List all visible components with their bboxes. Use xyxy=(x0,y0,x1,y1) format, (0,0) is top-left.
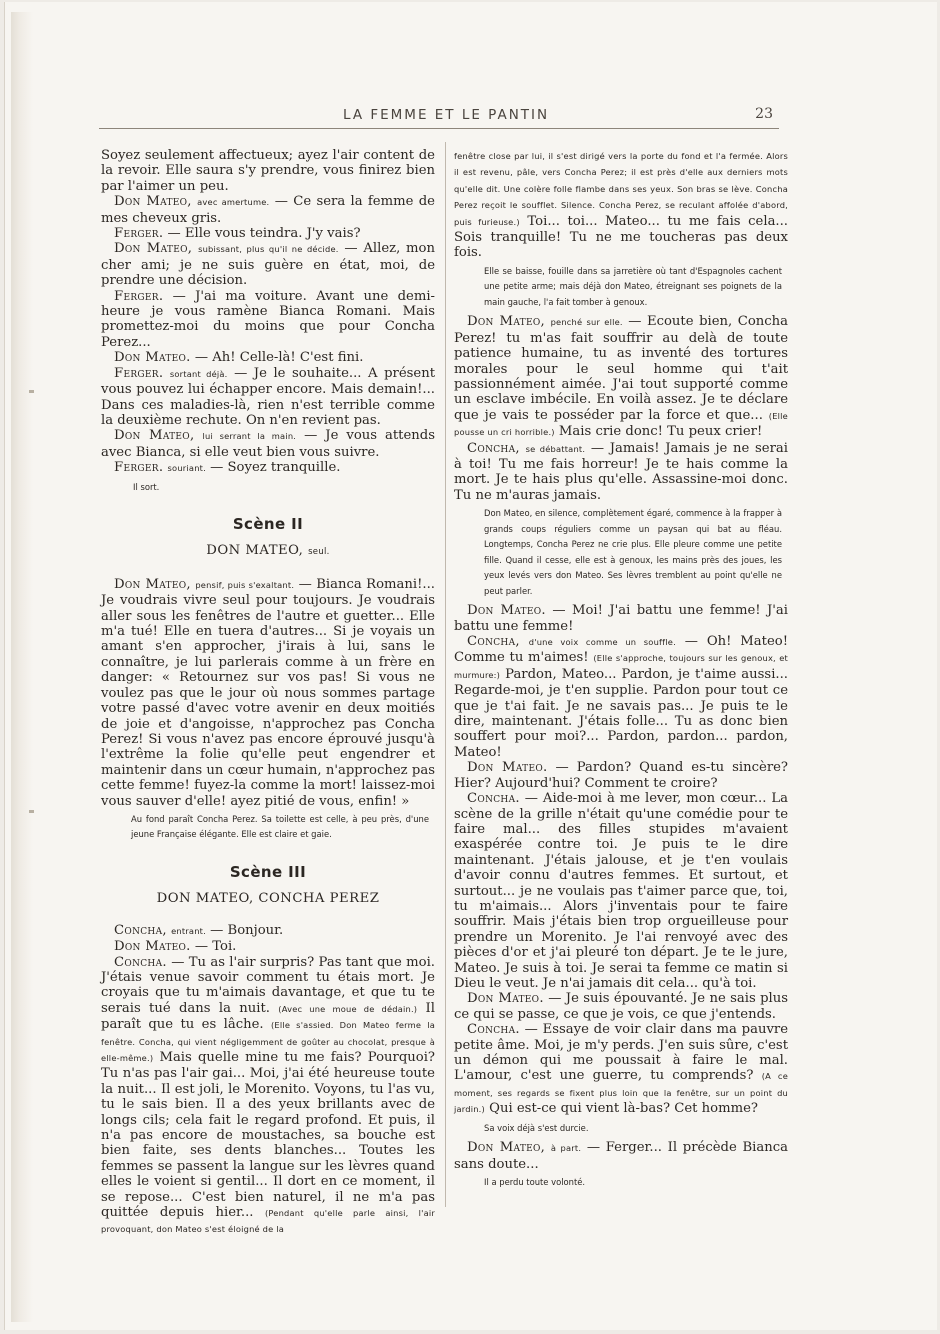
speaker: Concha, xyxy=(114,922,167,938)
scene-title: Scène III xyxy=(229,862,307,881)
speaker: Don Mateo. xyxy=(467,760,548,776)
stage-direction-inline: sortant déjà. xyxy=(169,368,228,379)
stage-direction-inline: souriant. xyxy=(167,463,206,474)
page-header xyxy=(99,106,779,129)
stage-direction: Don Mateo, en silence, complètement égaré, commence à la frapper à grands coups réguliers comme un paysan qui bat au fléau. Longtemps, Concha Perez ne crie plus. Elle pleure comme une petite fille. Quand il cesse, elle est à genoux, les mains près des joues, les yeux levés vers don Mateo. Ses lèvres tremblent au point qu'elle ne peut parler. xyxy=(484,508,782,596)
dialogue-line: Concha, entrant. — Bonjour. xyxy=(114,922,284,938)
dialogue-line: Don Mateo. — Toi. xyxy=(114,939,237,955)
speaker: Ferger. xyxy=(114,365,164,381)
stage-direction: Il sort. xyxy=(133,481,160,492)
right-column xyxy=(454,148,788,1194)
stage-direction-inline: d'une voix comme un souffle. xyxy=(528,637,676,648)
dialogue-line: Don Mateo. — Pardon? Quand es-tu sincère? Hier? Aujourd'hui? Comment te croire? xyxy=(454,760,789,791)
speaker: Ferger. xyxy=(114,288,164,304)
dialogue-line: Don Mateo, à part. — Ferger... Il précède Bianca sans doute... xyxy=(454,1140,788,1172)
dialogue-line: Don Mateo. — Moi! J'ai battu une femme! J'ai battu une femme! xyxy=(454,603,788,634)
stage-direction: Il a perdu toute volonté. xyxy=(484,1176,586,1187)
speaker: Concha. xyxy=(114,954,167,970)
dialogue-line: Ferger. sortant déjà. — Je le souhaite... A présent vous pouvez lui échapper encore. Mais demain!... Dans ces maladies-là, rien n'est terrible comme la deuxième rechute. On n'en revient pas. xyxy=(101,365,435,428)
stage-direction-inline: se débattant. xyxy=(525,443,586,454)
speaker: Concha, xyxy=(467,634,520,650)
scene-title: Scène II xyxy=(232,515,304,534)
dialogue-line: Don Mateo, penché sur elle. — Ecoute bien, Concha Perez! tu m'as fait souffrir au delà de toute patience humaine, tu as inventé des tortures morales pour le seul homme qui t'ait passionnément aimée. J'ai tout supporté comme un esclave imbécile. En voilà assez. Je te déclare que je vais te posséder par la force et que... (Elle pousse un cri horrible.) Mais crie donc! Tu peux crier! xyxy=(454,314,789,440)
stage-direction-inline: lui serrant la main. xyxy=(202,431,297,442)
stage-direction-inline: (Elle pousse un cri horrible.) xyxy=(454,410,788,438)
speaker: Don Mateo. xyxy=(114,939,191,955)
speaker: Ferger. xyxy=(114,460,164,476)
dialogue-line: Concha. — Essaye de voir clair dans ma pauvre petite âme. Moi, je m'y perds. J'en suis sûre, c'est un démon qui me poussait à faire le mal. L'amour, c'est une guerre, tu comprends? (A ce moment, ses regards se fixent plus loin que la fenêtre, sur un point du jardin.) Qui est-ce qui vient là-bas? Cet homme? xyxy=(454,1022,788,1117)
stage-direction: Sa voix déjà s'est durcie. xyxy=(484,1122,589,1133)
margin-mark xyxy=(29,390,34,393)
monologue: Don Mateo, pensif, puis s'exaltant. — Bianca Romani!... Je voudrais vivre seul pour toujours. Je voudrais aller sous les fenêtres de l'autre et guetter... Elle m'a tué! Elle en tuera d'autres... Si je voyais un amant s'en approcher, j'irais à lui, sans le connaître, je lui parlerais comme à un frère en danger: « Retournez sur vos pas! Si vous ne voulez pas que le jour où nous sommes partage votre passé d'avec votre avenir en deux moitiés de joie et d'angoisse, n'approchez pas Concha Perez! Si vous n'avez pas encore éprouvé jusqu'à l'extrême la folie qu'elle peut engendrer et maintenir dans un cœur humain, n'approchez pas cette femme! fuyez-la comme la mort! laissez-moi vous sauver d'elle! ayez pitié de vous, enfin! » xyxy=(101,576,435,809)
running-title: LA FEMME ET LE PANTIN xyxy=(343,107,550,123)
page-sheet xyxy=(4,2,937,1330)
stage-direction-inline: entrant. xyxy=(171,925,206,936)
scene-cast: DON MATEO, seul. xyxy=(206,543,330,559)
dialogue-line: Concha, d'une voix comme un souffle. — Oh! Mateo! Comme tu m'aimes! (Elle s'approche, toujours sur les genoux, et murmure:) Pardon, Mateo... Pardon, je t'aime aussi... Regarde-moi, je t'en supplie. Pardon pour tout ce que je t'ai fait. Je ne savais pas... Je puis te le dire, maintenant. J'étais folle... Tu as donc bien souffert pour moi?... Pardon, pardon... pardon, Mateo! xyxy=(454,634,789,760)
speaker: Concha. xyxy=(467,1022,520,1038)
dialogue-line: Ferger. souriant. — Soyez tranquille. xyxy=(114,460,341,476)
binding-shadow xyxy=(11,12,33,1322)
stage-direction-inline: (Elle s'assied. Don Mateo ferme la fenêtre. Concha, qui vient négligemment de goûter au chocolat, presque à elle-même.) xyxy=(101,1020,435,1063)
speaker: Don Mateo, xyxy=(114,241,193,257)
stage-direction: Elle se baisse, fouille dans sa jarretière où tant d'Espagnoles cachent une petite arme; mais déjà don Mateo, étreignant ses poignets de la main gauche, l'a fait tomber à genoux. xyxy=(484,265,782,307)
stage-direction-inline: fenêtre close par lui, il s'est dirigé vers la porte du fond et l'a fermée. Alors il est revenu, pâle, vers Concha Perez; il est près d'elle aux derniers mots qu'elle dit. Une colère folle flambe dans ses yeux. Son bras se lève. Concha Perez reçoit le soufflet. Silence. Concha Perez, se reculant affolée d'abord, puis furieuse.) xyxy=(454,151,788,227)
dialogue-line: Don Mateo. — Je suis épouvanté. Je ne sais plus ce qui se passe, ce que je vois, ce que j'entends. xyxy=(454,991,789,1022)
stage-direction-inline: (Pendant qu'elle parle ainsi, l'air provoquant, don Mateo s'est éloigné de la xyxy=(101,1208,435,1235)
dialogue-line: Ferger. — J'ai ma voiture. Avant une demi-heure je vous ramène Bianca Romani. Mais promettez-moi du moins que pour Concha Perez... xyxy=(101,288,435,350)
speaker: Don Mateo, xyxy=(114,428,195,444)
page-number: 23 xyxy=(755,106,773,122)
stage-direction-inline: penché sur elle. xyxy=(550,317,623,328)
dialogue-line: Ferger. — Elle vous teindra. J'y vais? xyxy=(114,226,361,242)
speaker: Concha. xyxy=(467,791,520,807)
dialogue-line: Don Mateo, subissant, plus qu'il ne décide. — Allez, mon cher ami; je ne suis guère en état, moi, de prendre une décision. xyxy=(101,241,435,289)
left-column xyxy=(101,148,435,1238)
speaker: Don Mateo. xyxy=(467,603,546,619)
stage-direction: Au fond paraît Concha Perez. Sa toilette est celle, à peu près, d'une jeune Française élégante. Elle est claire et gaie. xyxy=(131,813,429,840)
stage-direction-inline: (Avec une moue de dédain.) xyxy=(278,1003,418,1014)
stage-direction-inline: avec amertume. xyxy=(197,197,270,208)
speaker: Don Mateo, xyxy=(467,314,546,330)
dialogue-line: Don Mateo. — Ah! Celle-là! C'est fini. xyxy=(114,350,364,366)
paragraph: Soyez seulement affectueux; ayez l'air content de la revoir. Elle saura s'y prendre, vous finirez bien par l'aimer un peu. xyxy=(101,148,435,194)
speaker: Don Mateo. xyxy=(467,991,544,1007)
dialogue-line: Concha. — Tu as l'air surpris? Pas tant que moi. J'étais venue savoir comment tu étais mort. Je croyais que tu m'aimais davantage, et que tu te serais tué dans la nuit. (Avec une moue de dédain.) Il paraît que tu es lâche. (Elle s'assied. Don Mateo ferme la fenêtre. Concha, qui vient négligemment de goûter au chocolat, presque à elle-même.) Mais quelle mine tu me fais? Pourquoi? Tu n'as pas l'air gai... Moi, j'ai été heureuse toute la nuit... Il est joli, le Morenito. Voyons, tu l'as vu, tu le sais bien. Il a des yeux brillants avec de longs cils; cela fait le regard profond. Et puis, il n'a pas encore de moustaches, sa bouche est bien faite, ses dents blanches... Toutes les femmes se passent la langue sur les lèvres quand elles le voient si gentil... Il dort en ce moment, il se repose... C'est bien naturel, il ne m'a pas quittée depuis hier... (Pendant qu'elle parle ainsi, l'air provoquant, don Mateo s'est éloigné de la xyxy=(101,954,435,1235)
stage-direction-inline: subissant, plus qu'il ne décide. xyxy=(198,244,339,255)
speaker: Don Mateo, xyxy=(467,1140,546,1156)
speaker: Don Mateo, xyxy=(114,576,191,592)
stage-direction-inline: à part. xyxy=(550,1143,582,1154)
stage-direction-inline: (A ce moment, ses regards se fixent plus loin que la fenêtre, sur un point du jardin.) xyxy=(454,1071,788,1115)
dialogue-continuation: fenêtre close par lui, il s'est dirigé vers la porte du fond et l'a fermée. Alors il est revenu, pâle, vers Concha Perez; il est près d'elle aux derniers mots qu'elle dit. Une colère folle flambe dans ses yeux. Son bras se lève. Concha Perez reçoit le soufflet. Silence. Concha Perez, se reculant affolée d'abord, puis furieuse.) Toi... toi... Mateo... tu me fais cela... Sois tranquille! Tu ne me toucheras pas deux fois. xyxy=(454,151,789,261)
dialogue-line: Concha, se débattant. — Jamais! Jamais je ne serai à toi! Tu me fais horreur! Je te hais comme la mort. Je te hais plus qu'elle. Assassine-moi donc. Tu ne m'auras jamais. xyxy=(454,440,788,503)
speaker: Don Mateo. xyxy=(114,350,191,366)
stage-direction-inline: (Elle s'approche, toujours sur les genoux, et murmure:) xyxy=(454,653,788,680)
margin-mark xyxy=(29,810,34,813)
speaker: Don Mateo, xyxy=(114,194,192,210)
dialogue-line: Concha. — Aide-moi à me lever, mon cœur... La scène de la grille n'était qu'une comédie pour te faire mal... des filles stupides m'avaient exaspérée contre toi. Je puis te le dire maintenant. J'étais jalouse, et je t'en voulais d'avoir connu d'autres femmes. Et surtout, et surtout... je ne voulais pas t'aimer parce que, toi, tu m'aimais... Alors j'inventais pour te faire souffrir. Mais j'étais bien trop orgueilleuse pour prendre un Morenito. Je l'ai renvoyé avec des pièces d'or et j'ai pleuré ton départ. Je te le jure, Mateo. Je suis à toi. Je serai ta femme ce matin si Dieu le veut. Je n'ai jamais dit cela... qu'à toi. xyxy=(454,791,788,991)
dialogue-line: Don Mateo, avec amertume. — Ce sera la femme de mes cheveux gris. xyxy=(101,194,435,226)
column-rule xyxy=(445,142,446,1207)
dialogue-line: Don Mateo, lui serrant la main. — Je vous attends avec Bianca, si elle veut bien vous suivre. xyxy=(101,428,435,460)
stage-direction-inline: pensif, puis s'exaltant. xyxy=(195,579,295,590)
speaker: Concha, xyxy=(467,440,520,456)
speaker: Ferger. xyxy=(114,226,164,242)
scene-cast: DON MATEO, CONCHA PEREZ xyxy=(156,891,380,907)
